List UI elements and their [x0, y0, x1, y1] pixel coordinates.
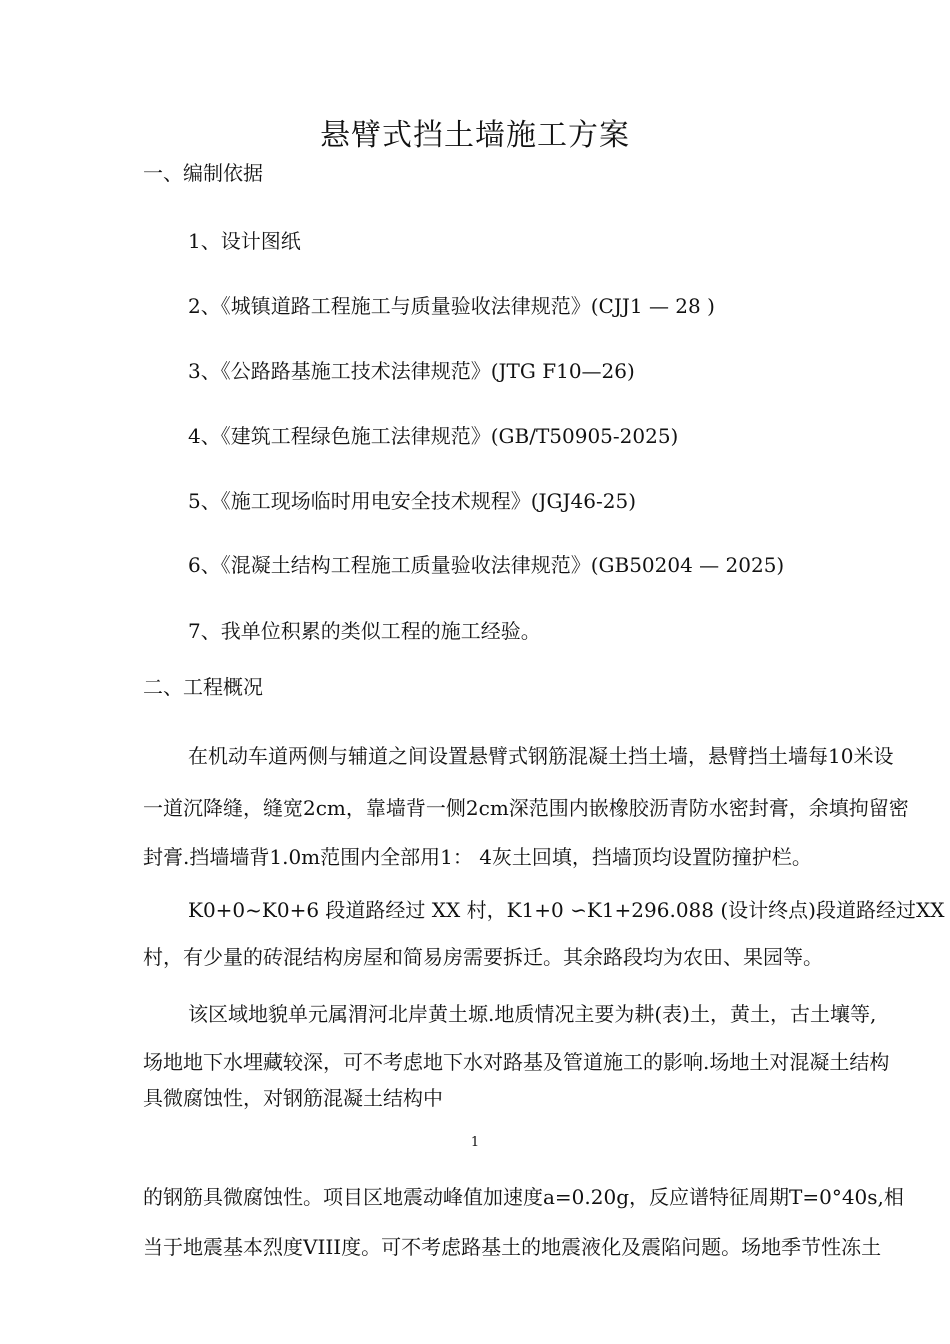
section-heading-overview: 二、工程概况	[143, 675, 263, 699]
basis-item-3: 3、《公路路基施工技术法律规范》(JTG F10—26)	[188, 359, 635, 383]
paragraph-line: 具微腐蚀性，对钢筋混凝土结构中	[143, 1086, 443, 1110]
basis-item-4: 4、《建筑工程绿色施工法律规范》(GB/T50905-2025)	[188, 424, 679, 448]
basis-item-6: 6、《混凝土结构工程施工质量验收法律规范》(GB50204 — 2025)	[188, 553, 785, 577]
paragraph-line: K0+0~K0+6 段道路经过 XX 村，K1+0 ∽K1+296.088 (设计终点)段道路经过XX	[188, 898, 945, 922]
basis-item-1: 1、设计图纸	[188, 229, 301, 253]
paragraph-line: 当于地震基本烈度VIII度。可不考虑路基土的地震液化及震陷问题。场地季节性冻土	[143, 1235, 882, 1259]
paragraph-line: 一道沉降缝，缝宽2cm，靠墙背一侧2cm深范围内嵌橡胶沥青防水密封膏，余填拘留密	[143, 796, 909, 820]
section-heading-basis: 一、编制依据	[143, 161, 263, 185]
paragraph-line: 的钢筋具微腐蚀性。项目区地震动峰值加速度a=0.20g，反应谱特征周期T=0°40s,相	[143, 1185, 904, 1209]
basis-item-5: 5、《施工现场临时用电安全技术规程》(JGJ46-25)	[188, 489, 636, 513]
page-number: 1	[470, 1135, 480, 1150]
paragraph-line: 村，有少量的砖混结构房屋和简易房需要拆迁。其余路段均为农田、果园等。	[143, 945, 823, 969]
paragraph-line: 场地地下水埋藏较深，可不考虑地下水对路基及管道施工的影响.场地土对混凝土结构	[143, 1050, 890, 1074]
document-title: 悬臂式挡土墙施工方案	[320, 118, 630, 153]
paragraph-line: 在机动车道两侧与辅道之间设置悬臂式钢筋混凝土挡土墙，悬臂挡土墙每10米设	[188, 744, 894, 768]
paragraph-line: 封膏.挡墙墙背1.0m范围内全部用1： 4灰土回填，挡墙顶均设置防撞护栏。	[143, 845, 812, 869]
basis-item-2: 2、《城镇道路工程施工与质量验收法律规范》(CJJ1 — 28 )	[188, 294, 715, 318]
paragraph-line: 该区域地貌单元属渭河北岸黄土塬.地质情况主要为耕(表)土，黄土，古土壤等,	[188, 1002, 877, 1026]
basis-item-7: 7、我单位积累的类似工程的施工经验。	[188, 619, 541, 643]
